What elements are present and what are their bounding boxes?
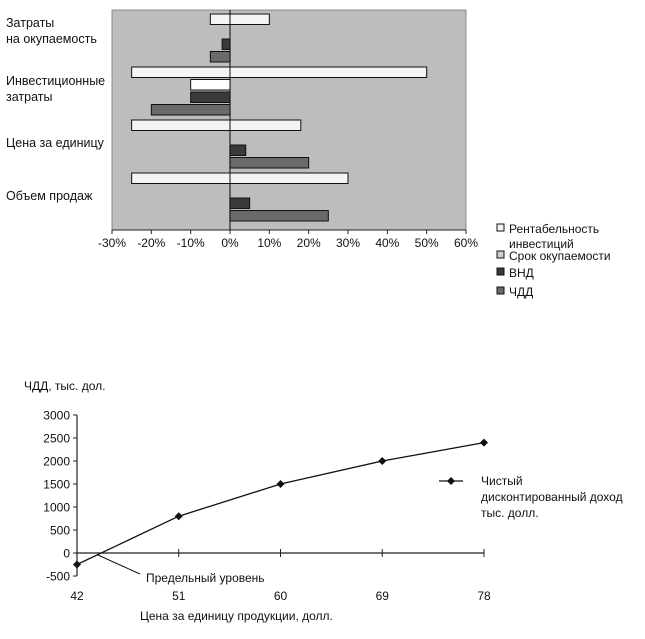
y-tick-label: 1000 [43,500,70,515]
y-tick-label: -500 [45,569,70,584]
data-point [73,561,81,569]
x-axis-label: Цена за единицу продукции, долл. [140,609,333,623]
x-tick-label: 30% [335,236,361,250]
data-point [480,439,488,447]
y-tick-label: 0 [63,546,70,561]
npv-series-line [77,443,484,565]
annotation-label: Предельный уровень [146,571,265,585]
category-label: затраты [6,90,53,104]
x-tick-label: -30% [97,236,127,250]
x-tick-label: 10% [257,236,282,250]
category-label: Инвестиционные [6,74,106,88]
annotation-leader [98,555,140,574]
legend-label: Чистый [481,474,523,488]
legend-marker [447,477,455,485]
y-tick-label: 1500 [43,477,70,492]
legend-label: ЧДД [509,285,534,299]
x-tick-label: 78 [477,589,491,603]
data-point [277,480,285,488]
y-tick-label: 2500 [43,431,70,446]
y-axis-label: ЧДД, тыс. дол. [24,379,106,393]
category-label: Цена за единицу [6,136,104,150]
category-label: на окупаемость [6,32,97,46]
x-tick-label: 0% [221,236,239,250]
x-tick-label: 51 [172,589,186,603]
legend-label: дисконтированный доход [481,490,623,504]
y-tick-label: 3000 [43,408,70,423]
x-tick-label: -20% [137,236,166,250]
category-label: Объем продаж [6,189,93,203]
x-tick-label: 60 [273,589,288,603]
x-tick-label: 42 [70,589,84,603]
legend-label: тыс. долл. [481,506,539,520]
data-point [378,457,386,465]
legend-label: Рентабельность [509,222,600,236]
x-tick-label: 60% [453,236,479,250]
category-label: Затраты [6,16,55,30]
legend-label: ВНД [509,266,534,280]
data-point [175,512,183,520]
x-tick-label: 69 [375,589,389,603]
x-tick-label: 50% [414,236,439,250]
legend-label: Срок окупаемости [509,249,611,263]
x-tick-label: 20% [296,236,321,250]
x-tick-label: 40% [375,236,400,250]
legend-label: инвестиций [509,237,574,251]
x-tick-label: -10% [176,236,205,250]
y-tick-label: 500 [49,523,70,538]
y-tick-label: 2000 [43,454,70,469]
